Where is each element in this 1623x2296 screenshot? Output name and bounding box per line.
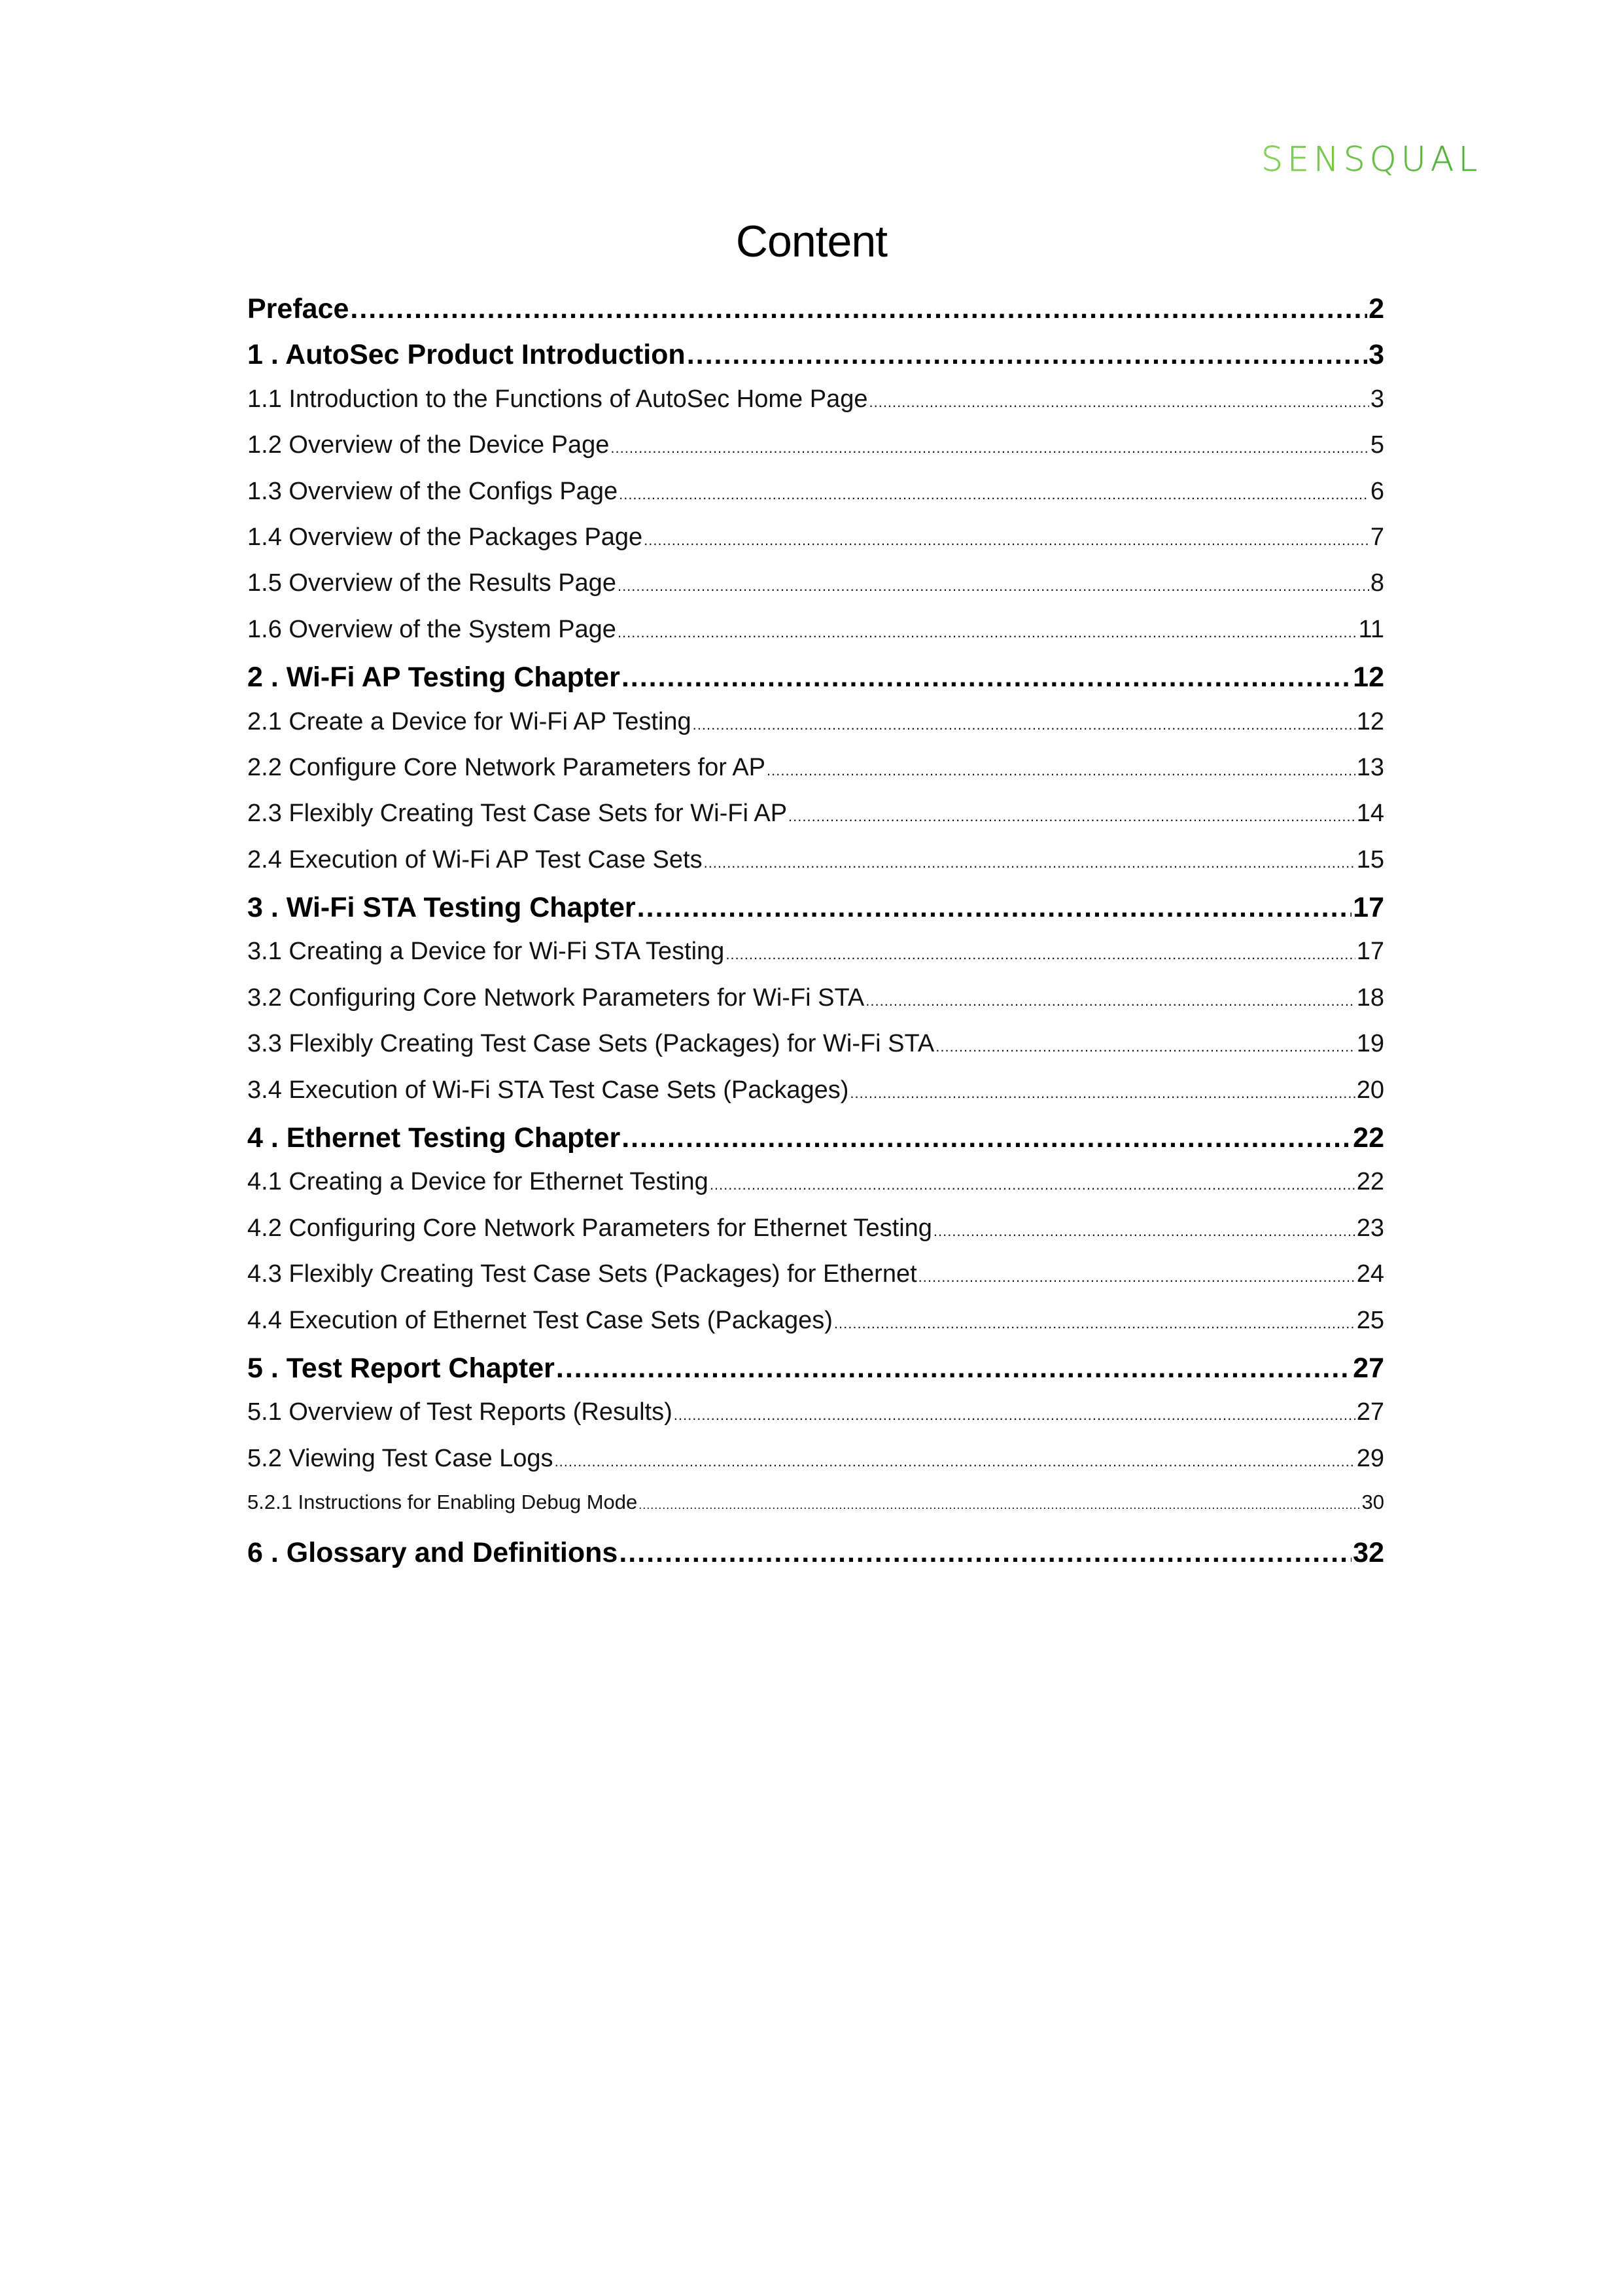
toc-entry[interactable]	[247, 431, 1384, 477]
toc-entry-page-number: 15	[1356, 845, 1384, 874]
toc-entry-page-number: 11	[1358, 615, 1384, 643]
dot-leader	[934, 1223, 1355, 1240]
toc-entry[interactable]	[247, 1307, 1384, 1352]
toc-entry-label: 1.5 Overview of the Results Page	[247, 569, 616, 597]
toc-entry-page-number: 12	[1356, 707, 1384, 735]
dot-leader	[935, 1038, 1355, 1055]
toc-entry[interactable]	[247, 1352, 1384, 1398]
table-of-contents	[247, 293, 1384, 1583]
toc-entry-label: 4.4 Execution of Ethernet Test Case Sets (Packages)	[247, 1306, 833, 1334]
dot-leader	[619, 1537, 1352, 1569]
toc-entry-label: 2.3 Flexibly Creating Test Case Sets for Wi-Fi AP	[247, 800, 788, 828]
toc-entry[interactable]	[247, 1030, 1384, 1076]
toc-entry-label: 5.2.1 Instructions for Enabling Debug Mode	[247, 1491, 638, 1514]
toc-entry[interactable]	[247, 1122, 1384, 1168]
toc-entry-label: 3.1 Creating a Device for Wi-Fi STA Testing	[247, 938, 725, 966]
toc-entry[interactable]	[247, 1491, 1384, 1536]
toc-entry[interactable]	[247, 1076, 1384, 1122]
toc-entry-page-number: 19	[1356, 1030, 1384, 1058]
toc-entry-page-number: 3	[1370, 385, 1384, 413]
dot-leader	[788, 808, 1355, 825]
dot-leader	[865, 993, 1355, 1010]
toc-entry-page-number: 22	[1353, 1122, 1384, 1154]
dot-leader	[621, 662, 1352, 694]
toc-entry[interactable]	[247, 523, 1384, 569]
dot-leader	[869, 394, 1369, 411]
toc-entry-page-number: 6	[1370, 477, 1384, 505]
toc-entry-page-number: 18	[1356, 983, 1384, 1012]
toc-entry[interactable]	[247, 938, 1384, 983]
dot-leader	[621, 1122, 1352, 1154]
toc-entry[interactable]	[247, 662, 1384, 707]
toc-entry[interactable]	[247, 846, 1384, 892]
toc-entry-label: 3.2 Configuring Core Network Parameters for Wi-Fi STA	[247, 983, 865, 1012]
toc-entry-page-number: 8	[1370, 569, 1384, 597]
dot-leader	[644, 532, 1369, 549]
toc-entry-label: 1.4 Overview of the Packages Page	[247, 523, 643, 551]
toc-entry-page-number: 12	[1353, 662, 1384, 694]
toc-entry[interactable]	[247, 569, 1384, 615]
toc-entry-page-number: 32	[1353, 1536, 1384, 1568]
toc-entry-label: 1.6 Overview of the System Page	[247, 615, 616, 643]
toc-entry-page-number: 7	[1370, 523, 1384, 551]
toc-entry[interactable]	[247, 339, 1384, 385]
dot-leader	[610, 440, 1369, 457]
toc-entry[interactable]	[247, 708, 1384, 754]
dot-leader	[618, 578, 1369, 595]
logo-text: SENSQUAL	[1261, 140, 1482, 179]
toc-entry-page-number: 27	[1353, 1352, 1384, 1384]
toc-entry-label: 3.4 Execution of Wi-Fi STA Test Case Sets (Packages)	[247, 1076, 849, 1104]
toc-entry-label: 4.2 Configuring Core Network Parameters for Ethernet Testing	[247, 1214, 932, 1242]
dot-leader	[850, 1085, 1355, 1102]
toc-entry[interactable]	[247, 800, 1384, 845]
toc-entry-label: 4 . Ethernet Testing Chapter	[247, 1122, 621, 1154]
dot-leader	[725, 946, 1355, 963]
toc-entry-label: 6 . Glossary and Definitions	[247, 1536, 618, 1568]
toc-entry-page-number: 29	[1356, 1444, 1384, 1472]
toc-entry-label: 5.2 Viewing Test Case Logs	[247, 1444, 553, 1472]
page-title: Content	[735, 217, 888, 266]
toc-entry-page-number: 22	[1356, 1168, 1384, 1196]
toc-entry-label: 5 . Test Report Chapter	[247, 1352, 555, 1384]
dot-leader	[556, 1352, 1352, 1385]
dot-leader	[704, 855, 1355, 872]
toc-entry-page-number: 3	[1369, 339, 1384, 371]
dot-leader	[687, 339, 1367, 371]
toc-entry-label: 2 . Wi-Fi AP Testing Chapter	[247, 662, 620, 694]
dot-leader	[638, 1498, 1360, 1512]
toc-entry[interactable]	[247, 1214, 1384, 1260]
toc-entry-label: 5.1 Overview of Test Reports (Results)	[247, 1398, 672, 1426]
toc-entry-page-number: 17	[1353, 892, 1384, 924]
toc-entry[interactable]	[247, 1537, 1384, 1583]
toc-entry-label: 3 . Wi-Fi STA Testing Chapter	[247, 892, 636, 924]
dot-leader	[834, 1315, 1355, 1332]
toc-entry[interactable]	[247, 1445, 1384, 1491]
sensqual-logo	[1261, 139, 1482, 181]
toc-entry-label: 4.1 Creating a Device for Ethernet Testing	[247, 1168, 708, 1196]
dot-leader	[555, 1453, 1355, 1470]
dot-leader	[710, 1176, 1355, 1193]
toc-entry-page-number: 17	[1356, 938, 1384, 966]
toc-entry-page-number: 20	[1356, 1076, 1384, 1104]
dot-leader	[674, 1407, 1355, 1424]
toc-entry[interactable]	[247, 754, 1384, 800]
toc-entry-page-number: 5	[1370, 431, 1384, 459]
toc-entry[interactable]	[247, 478, 1384, 523]
toc-entry-label: 4.3 Flexibly Creating Test Case Sets (Packages) for Ethernet	[247, 1260, 917, 1288]
toc-entry[interactable]	[247, 1398, 1384, 1444]
toc-entry-page-number: 30	[1361, 1491, 1384, 1514]
toc-entry-page-number: 27	[1356, 1398, 1384, 1426]
toc-entry-label: 2.2 Configure Core Network Parameters for AP	[247, 753, 766, 781]
dot-leader	[618, 624, 1357, 641]
toc-entry-label: 2.4 Execution of Wi-Fi AP Test Case Sets	[247, 845, 703, 874]
dot-leader	[619, 486, 1369, 503]
dot-leader	[350, 293, 1367, 325]
toc-entry-label: 2.1 Create a Device for Wi-Fi AP Testing	[247, 707, 691, 735]
toc-entry-label: 1 . AutoSec Product Introduction	[247, 339, 686, 371]
toc-entry-page-number: 13	[1356, 753, 1384, 781]
toc-entry[interactable]	[247, 616, 1384, 662]
toc-entry[interactable]	[247, 385, 1384, 431]
dot-leader	[918, 1269, 1355, 1286]
toc-entry-page-number: 25	[1356, 1306, 1384, 1334]
toc-entry[interactable]	[247, 293, 1384, 339]
dot-leader	[767, 762, 1355, 779]
toc-entry-label: 1.2 Overview of the Device Page	[247, 431, 610, 459]
toc-entry-page-number: 24	[1356, 1260, 1384, 1288]
toc-entry-page-number: 14	[1356, 800, 1384, 828]
toc-entry-page-number: 2	[1369, 293, 1384, 325]
dot-leader	[693, 716, 1355, 733]
toc-entry-label: 3.3 Flexibly Creating Test Case Sets (Packages) for Wi-Fi STA	[247, 1030, 935, 1058]
toc-entry[interactable]	[247, 984, 1384, 1030]
toc-entry[interactable]	[247, 892, 1384, 938]
toc-entry-label: Preface	[247, 293, 349, 325]
dot-leader	[637, 892, 1352, 924]
toc-entry-page-number: 23	[1356, 1214, 1384, 1242]
toc-entry-label: 1.3 Overview of the Configs Page	[247, 477, 618, 505]
toc-entry[interactable]	[247, 1260, 1384, 1306]
toc-entry-label: 1.1 Introduction to the Functions of AutoSec Home Page	[247, 385, 868, 413]
toc-entry[interactable]	[247, 1168, 1384, 1214]
